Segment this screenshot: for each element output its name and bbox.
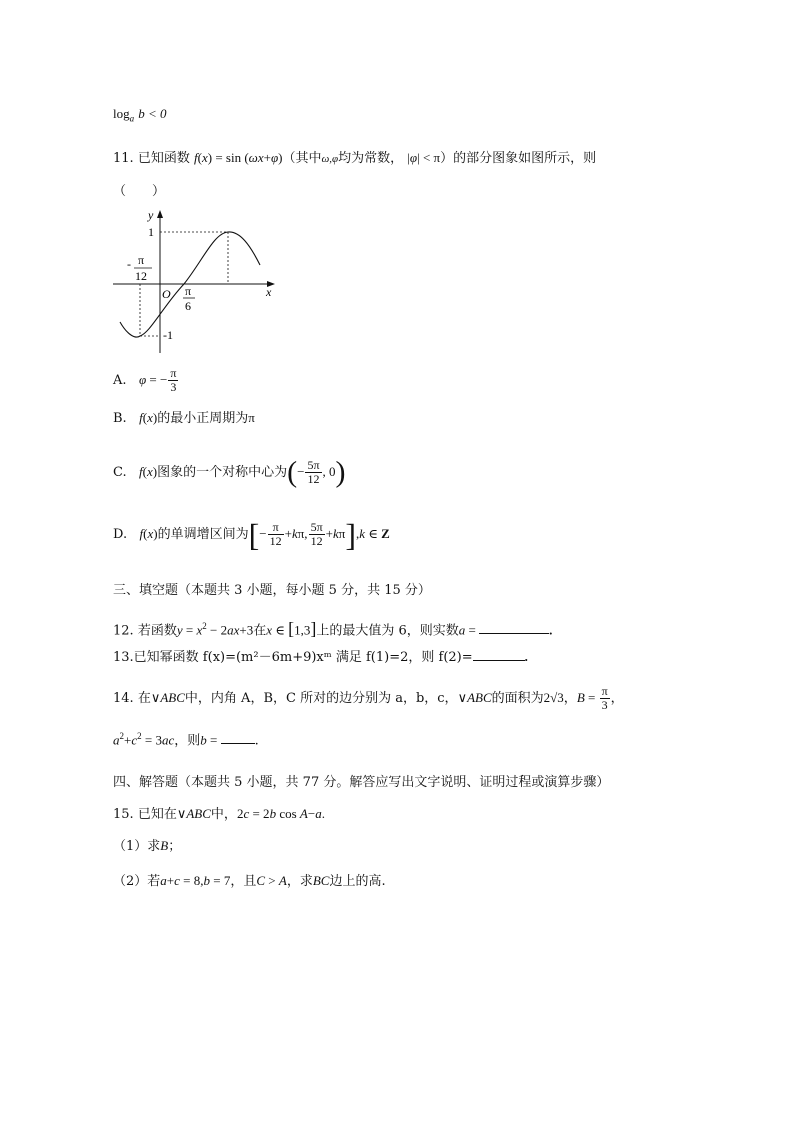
- section-3-heading: 三、填空题（本题共 3 小题，每小题 5 分，共 15 分）: [113, 583, 431, 598]
- option-b-text: 的最小正周期为: [157, 411, 249, 426]
- q13-end: .: [524, 649, 528, 664]
- q14-line1: 14. 在∨ABC中，内角 A，B，C 所对的边分别为 a，b，c，∨ABC的面积为2√3，B = $\frac{\pi}{3}$ ，: [113, 684, 624, 712]
- q11-number: 11.: [113, 151, 134, 166]
- option-c-text: 图象的一个对称中心为: [157, 465, 288, 480]
- log-rest: b < 0: [138, 106, 167, 121]
- option-c-label: C.: [113, 465, 127, 480]
- q12-text-b: 在: [253, 623, 267, 639]
- option-c: C. f(x)图象的一个对称中心为(− $\frac{5\pi}{12}$ , 0): [113, 455, 346, 489]
- q15-part1-text: （1）求: [113, 839, 161, 854]
- option-b-label: B.: [113, 411, 127, 426]
- y-axis-label: y: [148, 208, 154, 222]
- q12-number: 12.: [113, 623, 134, 639]
- q15-part2: （2）若a+c = 8,b = 7，且C > A，求BC边上的高.: [113, 873, 386, 889]
- q12-text-a: 若函数: [137, 623, 177, 639]
- q11-text-b: （其中: [282, 151, 322, 166]
- neg-pi-den: 12: [135, 269, 147, 283]
- q14-text-d: ，则: [174, 733, 201, 749]
- q14-text-a: 在: [137, 691, 151, 706]
- q15-part1-end: ；: [168, 839, 182, 854]
- sine-graph: [108, 205, 283, 355]
- option-a: A. φ = − $\frac{\pi}{3}$: [113, 366, 177, 394]
- q12-end: .: [549, 622, 553, 638]
- q12: 12. 若函数$y = x^2 - 2ax+3$在x ∈ [1,3]上的最大值为 6，则实数a = .: [113, 618, 553, 639]
- q15-number: 15.: [113, 807, 134, 822]
- q15-stem: 15. 已知在∨ABC中，2c = 2b cos A−a.: [113, 806, 325, 822]
- pi6-den: 6: [185, 299, 191, 313]
- q11-paren: （ ）: [113, 184, 166, 199]
- x-axis-label: x: [266, 285, 272, 299]
- option-d: D. f(x)的单调增区间为[− $\frac{\pi}{12}$ +kπ, $\frac{5\pi}{12}$ +kπ],k ∈ Z: [113, 516, 390, 553]
- q11-stem: 11. 已知函数 f(x) = sin (ωx+φ)（其中ω,φ均为常数， |φ| < π）的部分图象如图所示，则: [113, 150, 597, 166]
- q15-part2-d: 边上的高.: [329, 874, 386, 889]
- neg-pi-num: π: [138, 253, 145, 267]
- q15-part1: （1）求B；: [113, 838, 182, 854]
- q14-text-b: 中，内角 A，B，C 所对的边分别为 a，b，c，: [184, 691, 458, 706]
- option-b: B. f(x)的最小正周期为π: [113, 410, 255, 426]
- section-4-heading: 四、解答题（本题共 5 小题，共 77 分。解答应写出文字说明、证明过程或演算步骤）: [113, 775, 610, 790]
- q13: [113, 647, 528, 668]
- q14-end: .: [254, 733, 259, 749]
- q14-text-c: 的面积为: [491, 691, 544, 706]
- log-base: a: [129, 113, 135, 124]
- q15-part2-c: ，求: [286, 874, 313, 889]
- y-max-label: 1: [148, 225, 154, 239]
- q15-text-b: 中，: [210, 807, 237, 822]
- q14-number: 14.: [113, 691, 134, 706]
- option-a-label: A.: [113, 373, 127, 388]
- pi6-num: π: [185, 284, 192, 298]
- q12-text-c: 上的最大值为 6，则实数: [316, 623, 459, 639]
- q15-text-a: 已知在: [137, 807, 177, 822]
- y-min-label: -1: [163, 328, 173, 342]
- q11-text-c: 均为常数，: [338, 151, 404, 166]
- origin-label: O: [162, 287, 171, 301]
- q15-part2-b: ，且: [230, 874, 257, 889]
- q14-line2: $a^2+c^2 = 3ac$，则b = .: [113, 731, 259, 749]
- log-text: log: [113, 106, 130, 121]
- option-d-label: D.: [113, 527, 128, 542]
- q11-text-a: 已知函数: [137, 151, 190, 166]
- q11-text-d: ）的部分图象如图所示，则: [440, 151, 597, 166]
- top-inequality: [113, 104, 167, 129]
- neg-sign: -: [127, 257, 131, 271]
- option-d-text: 的单调增区间为: [157, 527, 249, 542]
- q13-text: 13.已知幂函数 f(x)=(m²－6m+9)xᵐ 满足 f(1)=2，则 f(2)=: [113, 650, 473, 665]
- q15-part2-a: （2）若: [113, 874, 161, 889]
